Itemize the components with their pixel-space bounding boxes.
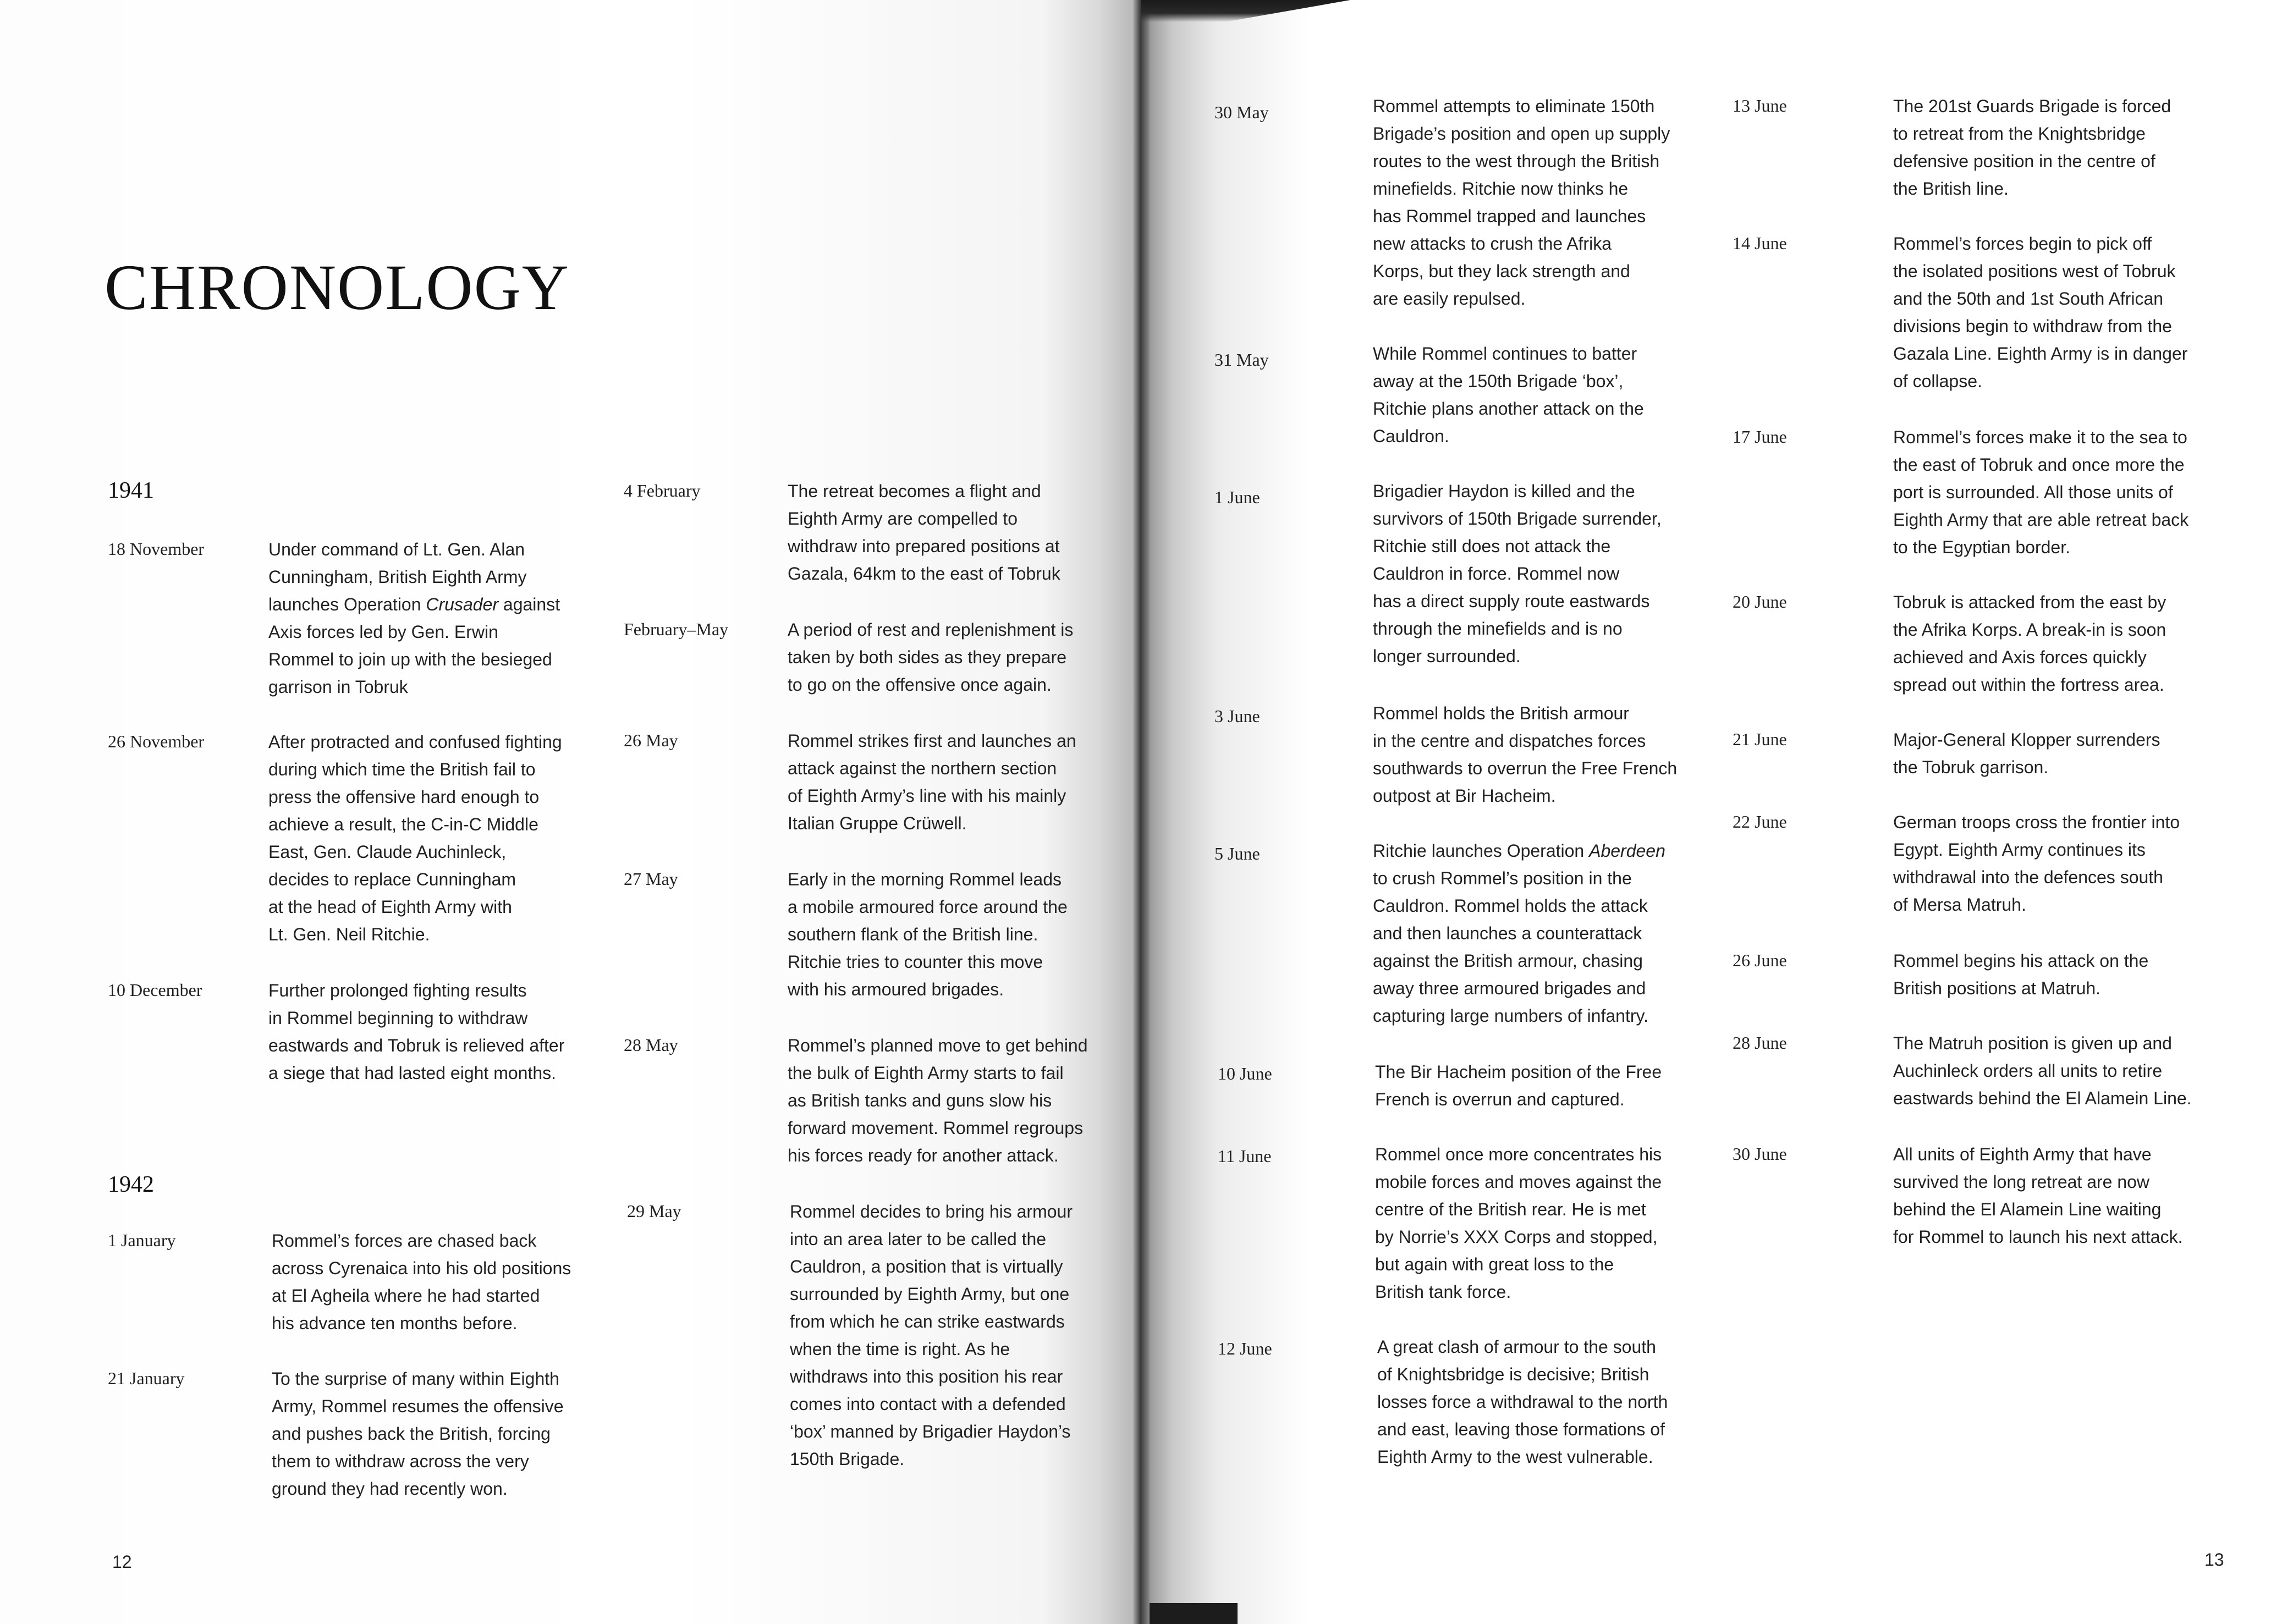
entry-line: and east, leaving those formations of bbox=[1377, 1419, 1665, 1439]
entry-date: 14 June bbox=[1733, 233, 1787, 253]
entry-line: To the surprise of many within Eighth bbox=[272, 1369, 559, 1389]
entry-date: 1 January bbox=[108, 1230, 176, 1250]
entry-text bbox=[788, 616, 1073, 698]
entry-line: of Knightsbridge is decisive; British bbox=[1377, 1364, 1649, 1384]
entry-line: survived the long retreat are now bbox=[1893, 1172, 2150, 1192]
entry-line: Korps, but they lack strength and bbox=[1373, 261, 1630, 281]
entry-line: Eighth Army that are able retreat back bbox=[1893, 510, 2189, 530]
entry-date: 30 June bbox=[1733, 1144, 1787, 1164]
entry-line: spread out within the fortress area. bbox=[1893, 675, 2164, 695]
entry-text bbox=[268, 536, 560, 701]
entry-line: eastwards and Tobruk is relieved after bbox=[268, 1036, 565, 1055]
entry-line: East, Gen. Claude Auchinleck, bbox=[268, 842, 507, 862]
entry-line: of Eighth Army’s line with his mainly bbox=[788, 786, 1066, 806]
entry-line: to retreat from the Knightsbridge bbox=[1893, 124, 2146, 144]
entry-line: Rommel strikes first and launches an bbox=[788, 731, 1076, 751]
entry-date: 21 June bbox=[1733, 729, 1787, 749]
entry-date: 12 June bbox=[1218, 1339, 1272, 1358]
entry-line: All units of Eighth Army that have bbox=[1893, 1144, 2152, 1164]
entry-line: achieve a result, the C-in-C Middle bbox=[268, 814, 538, 834]
entry-line: Gazala Line. Eighth Army is in danger bbox=[1893, 344, 2188, 364]
entry-line: a siege that had lasted eight months. bbox=[268, 1063, 557, 1083]
entry-line: Army, Rommel resumes the offensive bbox=[272, 1396, 564, 1416]
gutter-shadow-bottom bbox=[1150, 1603, 1238, 1624]
entry-line: attack against the northern section bbox=[788, 758, 1057, 778]
entry-line: them to withdraw across the very bbox=[272, 1451, 529, 1471]
entry-line: Rommel holds the British armour bbox=[1373, 703, 1629, 723]
entry-date: 13 June bbox=[1733, 96, 1787, 115]
entry-line: to the Egyptian border. bbox=[1893, 537, 2070, 557]
entry-line: with his armoured brigades. bbox=[788, 979, 1004, 999]
entry-line: to crush Rommel’s position in the bbox=[1373, 868, 1632, 888]
entry-line: are easily repulsed. bbox=[1373, 289, 1526, 309]
entry-line: a mobile armoured force around the bbox=[788, 897, 1068, 917]
entry-line: surrounded by Eighth Army, but one bbox=[790, 1284, 1070, 1304]
entry-text bbox=[790, 1198, 1073, 1473]
entry-line: The retreat becomes a flight and bbox=[788, 481, 1041, 501]
entry-line: the bulk of Eighth Army starts to fail bbox=[788, 1063, 1064, 1083]
entry-line: routes to the west through the British bbox=[1373, 151, 1660, 171]
entry-line: from which he can strike eastwards bbox=[790, 1312, 1065, 1331]
entry-line: Cauldron. Rommel holds the attack bbox=[1373, 896, 1648, 916]
entry-line: Lt. Gen. Neil Ritchie. bbox=[268, 924, 430, 944]
entry-text bbox=[268, 728, 562, 948]
entry-line: comes into contact with a defended bbox=[790, 1394, 1066, 1414]
entry-line: ground they had recently won. bbox=[272, 1479, 508, 1499]
entry-line: Eighth Army to the west vulnerable. bbox=[1377, 1447, 1653, 1467]
entry-line: through the minefields and is no bbox=[1373, 619, 1623, 638]
entry-line: Rommel’s forces begin to pick off bbox=[1893, 234, 2152, 254]
entry-text bbox=[1373, 700, 1677, 810]
entry-line: behind the El Alamein Line waiting bbox=[1893, 1199, 2162, 1219]
entry-text bbox=[788, 477, 1060, 587]
page-number-left: 12 bbox=[112, 1552, 132, 1572]
entry-date: 22 June bbox=[1733, 812, 1787, 832]
entry-text bbox=[1373, 477, 1662, 670]
entry-line: French is overrun and captured. bbox=[1375, 1089, 1625, 1109]
entry-line: press the offensive hard enough to bbox=[268, 787, 540, 807]
entry-line: Ritchie still does not attack the bbox=[1373, 536, 1611, 556]
entry-line: his advance ten months before. bbox=[272, 1313, 518, 1333]
page-title: CHRONOLOGY bbox=[105, 251, 570, 323]
entry-line: A great clash of armour to the south bbox=[1377, 1337, 1656, 1357]
entry-line: The Matruh position is given up and bbox=[1893, 1033, 2172, 1053]
entry-date: 4 February bbox=[624, 481, 701, 500]
entry-date: 20 June bbox=[1733, 592, 1787, 612]
entry-text bbox=[1893, 808, 2180, 918]
entry-line: at El Agheila where he had started bbox=[272, 1286, 540, 1306]
entry-line: Ritchie launches Operation Aberdeen bbox=[1373, 841, 1665, 861]
entry-line: and then launches a counterattack bbox=[1373, 923, 1642, 943]
entry-line: achieved and Axis forces quickly bbox=[1893, 647, 2147, 667]
entry-line: survivors of 150th Brigade surrender, bbox=[1373, 509, 1662, 529]
entry-line: to go on the offensive once again. bbox=[788, 675, 1052, 695]
entry-date: 29 May bbox=[627, 1201, 681, 1221]
entry-text bbox=[1373, 837, 1665, 1030]
entry-text bbox=[1373, 92, 1670, 312]
entry-date: 3 June bbox=[1214, 706, 1260, 726]
entry-line: withdraw into prepared positions at bbox=[788, 536, 1060, 556]
entry-line: A period of rest and replenishment is bbox=[788, 620, 1074, 640]
entry-line: After protracted and confused fighting bbox=[268, 732, 562, 752]
entry-text bbox=[1375, 1058, 1662, 1113]
entry-line: at the head of Eighth Army with bbox=[268, 897, 512, 917]
entry-line: the isolated positions west of Tobruk bbox=[1893, 261, 2176, 281]
entry-line: Axis forces led by Gen. Erwin bbox=[268, 622, 498, 642]
entry-line: port is surrounded. All those units of bbox=[1893, 482, 2173, 502]
entry-date: 31 May bbox=[1214, 350, 1269, 370]
entry-line: divisions begin to withdraw from the bbox=[1893, 316, 2172, 336]
entry-date: 1 June bbox=[1214, 487, 1260, 507]
entry-date: 28 May bbox=[624, 1035, 678, 1055]
entry-line: Eighth Army are compelled to bbox=[788, 509, 1018, 529]
entry-text bbox=[788, 866, 1068, 1003]
entry-date: 10 June bbox=[1218, 1064, 1272, 1083]
entry-line: of Mersa Matruh. bbox=[1893, 895, 2026, 915]
entry-line: Rommel decides to bring his armour bbox=[790, 1202, 1073, 1221]
entry-line: Under command of Lt. Gen. Alan bbox=[268, 540, 525, 559]
entry-text bbox=[1893, 92, 2171, 202]
year-heading-1941: 1941 bbox=[108, 478, 154, 503]
entry-line: Ritchie plans another attack on the bbox=[1373, 399, 1644, 419]
entry-text bbox=[272, 1365, 564, 1502]
entry-line: southern flank of the British line. bbox=[788, 924, 1038, 944]
entry-date: 30 May bbox=[1214, 102, 1269, 122]
entry-text bbox=[1893, 588, 2166, 698]
entry-line: Rommel to join up with the besieged bbox=[268, 649, 552, 669]
entry-line: Ritchie tries to counter this move bbox=[788, 952, 1043, 972]
entry-date: 18 November bbox=[108, 539, 205, 559]
entry-date: 28 June bbox=[1733, 1033, 1787, 1053]
entry-line: forward movement. Rommel regroups bbox=[788, 1118, 1084, 1138]
entry-line: Rommel’s planned move to get behind bbox=[788, 1036, 1088, 1055]
entry-line: Rommel once more concentrates his bbox=[1375, 1144, 1662, 1164]
book-gutter bbox=[1133, 0, 1150, 1624]
entry-line: and the 50th and 1st South African bbox=[1893, 289, 2164, 309]
entry-line: in Rommel beginning to withdraw bbox=[268, 1008, 528, 1028]
entry-line: in the centre and dispatches forces bbox=[1373, 731, 1646, 751]
entry-line: Early in the morning Rommel leads bbox=[788, 869, 1062, 889]
entry-date: February–May bbox=[624, 619, 729, 639]
entry-text bbox=[788, 1032, 1088, 1169]
entry-line: by Norrie’s XXX Corps and stopped, bbox=[1375, 1227, 1658, 1247]
entry-text bbox=[1893, 230, 2187, 395]
entry-line: Auchinleck orders all units to retire bbox=[1893, 1061, 2163, 1081]
entry-line: when the time is right. As he bbox=[790, 1339, 1010, 1359]
entry-line: has Rommel trapped and launches bbox=[1373, 206, 1646, 226]
entry-line: of collapse. bbox=[1893, 371, 1982, 391]
entry-line: Cauldron. bbox=[1373, 426, 1449, 446]
entry-line: centre of the British rear. He is met bbox=[1375, 1199, 1646, 1219]
entry-line: 150th Brigade. bbox=[790, 1449, 905, 1469]
entry-line: during which time the British fail to bbox=[268, 759, 536, 779]
entry-line: decides to replace Cunningham bbox=[268, 869, 516, 889]
entry-text bbox=[268, 977, 564, 1087]
entry-line: The 201st Guards Brigade is forced bbox=[1893, 96, 2171, 116]
entry-line: Tobruk is attacked from the east by bbox=[1893, 592, 2166, 612]
entry-line: longer surrounded. bbox=[1373, 646, 1521, 666]
entry-line: into an area later to be called the bbox=[790, 1229, 1047, 1249]
entry-line: away three armoured brigades and bbox=[1373, 978, 1646, 998]
entry-line: losses force a withdrawal to the north bbox=[1377, 1392, 1668, 1412]
entry-text bbox=[272, 1227, 571, 1337]
entry-line: Gazala, 64km to the east of Tobruk bbox=[788, 564, 1060, 583]
entry-line: defensive position in the centre of bbox=[1893, 151, 2155, 171]
entry-line: Rommel’s forces are chased back bbox=[272, 1231, 537, 1251]
entry-line: and pushes back the British, forcing bbox=[272, 1424, 551, 1444]
entry-date: 26 May bbox=[624, 730, 678, 750]
entry-line: as British tanks and guns slow his bbox=[788, 1091, 1052, 1110]
entry-line: against the British armour, chasing bbox=[1373, 951, 1643, 971]
entry-line: but again with great loss to the bbox=[1375, 1254, 1614, 1274]
entry-date: 27 May bbox=[624, 869, 678, 889]
entry-line: eastwards behind the El Alamein Line. bbox=[1893, 1088, 2192, 1108]
entry-line: Rommel begins his attack on the bbox=[1893, 951, 2149, 971]
entry-line: southwards to overrun the Free French bbox=[1373, 758, 1678, 778]
entry-line: garrison in Tobruk bbox=[268, 677, 408, 697]
entry-line: his forces ready for another attack. bbox=[788, 1146, 1059, 1165]
entry-line: The Bir Hacheim position of the Free bbox=[1375, 1062, 1662, 1082]
entry-line: Brigade’s position and open up supply bbox=[1373, 124, 1670, 144]
entry-line: taken by both sides as they prepare bbox=[788, 647, 1066, 667]
entry-line: British tank force. bbox=[1375, 1282, 1511, 1302]
entry-text bbox=[1375, 1141, 1662, 1306]
entry-line: across Cyrenaica into his old positions bbox=[272, 1258, 571, 1278]
entry-line: Rommel’s forces make it to the sea to bbox=[1893, 427, 2187, 447]
entry-date: 5 June bbox=[1214, 844, 1260, 863]
entry-text bbox=[1893, 1030, 2192, 1112]
year-heading-1942: 1942 bbox=[108, 1172, 154, 1197]
entry-line: ‘box’ manned by Brigadier Haydon’s bbox=[790, 1422, 1071, 1441]
page-number-right: 13 bbox=[2204, 1550, 2224, 1570]
entry-line: Italian Gruppe Crüwell. bbox=[788, 813, 967, 833]
entry-line: away at the 150th Brigade ‘box’, bbox=[1373, 371, 1624, 391]
entry-line: the British line. bbox=[1893, 179, 2009, 199]
entry-text bbox=[1893, 1141, 2182, 1251]
entry-line: Cauldron in force. Rommel now bbox=[1373, 564, 1620, 583]
entry-text bbox=[1377, 1333, 1668, 1471]
entry-line: the Tobruk garrison. bbox=[1893, 757, 2049, 777]
entry-date: 10 December bbox=[108, 980, 202, 1000]
entry-text bbox=[788, 727, 1076, 837]
entry-line: British positions at Matruh. bbox=[1893, 978, 2101, 998]
entry-text bbox=[1373, 340, 1644, 450]
entry-line: Major-General Klopper surrenders bbox=[1893, 730, 2160, 750]
entry-text bbox=[1893, 947, 2148, 1002]
entry-line: While Rommel continues to batter bbox=[1373, 344, 1637, 364]
entry-line: Brigadier Haydon is killed and the bbox=[1373, 481, 1635, 501]
entry-line: for Rommel to launch his next attack. bbox=[1893, 1227, 2183, 1247]
entry-line: the east of Tobruk and once more the bbox=[1893, 455, 2185, 475]
entry-line: has a direct supply route eastwards bbox=[1373, 591, 1650, 611]
entry-text bbox=[1893, 726, 2160, 781]
entry-line: minefields. Ritchie now thinks he bbox=[1373, 179, 1629, 199]
entry-line: mobile forces and moves against the bbox=[1375, 1172, 1662, 1192]
entry-line: German troops cross the frontier into bbox=[1893, 812, 2180, 832]
entry-line: Rommel attempts to eliminate 150th bbox=[1373, 96, 1655, 116]
entry-line: Further prolonged fighting results bbox=[268, 981, 527, 1000]
entry-line: new attacks to crush the Afrika bbox=[1373, 234, 1612, 254]
entry-line: outpost at Bir Hacheim. bbox=[1373, 786, 1556, 806]
entry-date: 26 June bbox=[1733, 950, 1787, 970]
entry-line: withdraws into this position his rear bbox=[790, 1367, 1063, 1386]
entry-date: 21 January bbox=[108, 1368, 185, 1388]
entry-text bbox=[1893, 423, 2188, 561]
entry-line: Cauldron, a position that is virtually bbox=[790, 1257, 1063, 1276]
entry-date: 26 November bbox=[108, 731, 205, 751]
entry-line: Egypt. Eighth Army continues its bbox=[1893, 840, 2146, 860]
entry-date: 11 June bbox=[1218, 1146, 1272, 1166]
entry-date: 17 June bbox=[1733, 427, 1787, 447]
entry-line: Cunningham, British Eighth Army bbox=[268, 567, 527, 587]
entry-line: capturing large numbers of infantry. bbox=[1373, 1006, 1648, 1026]
entry-line: the Afrika Korps. A break-in is soon bbox=[1893, 620, 2166, 640]
entry-line: launches Operation Crusader against bbox=[268, 594, 560, 614]
entry-line: withdrawal into the defences south bbox=[1893, 867, 2163, 887]
